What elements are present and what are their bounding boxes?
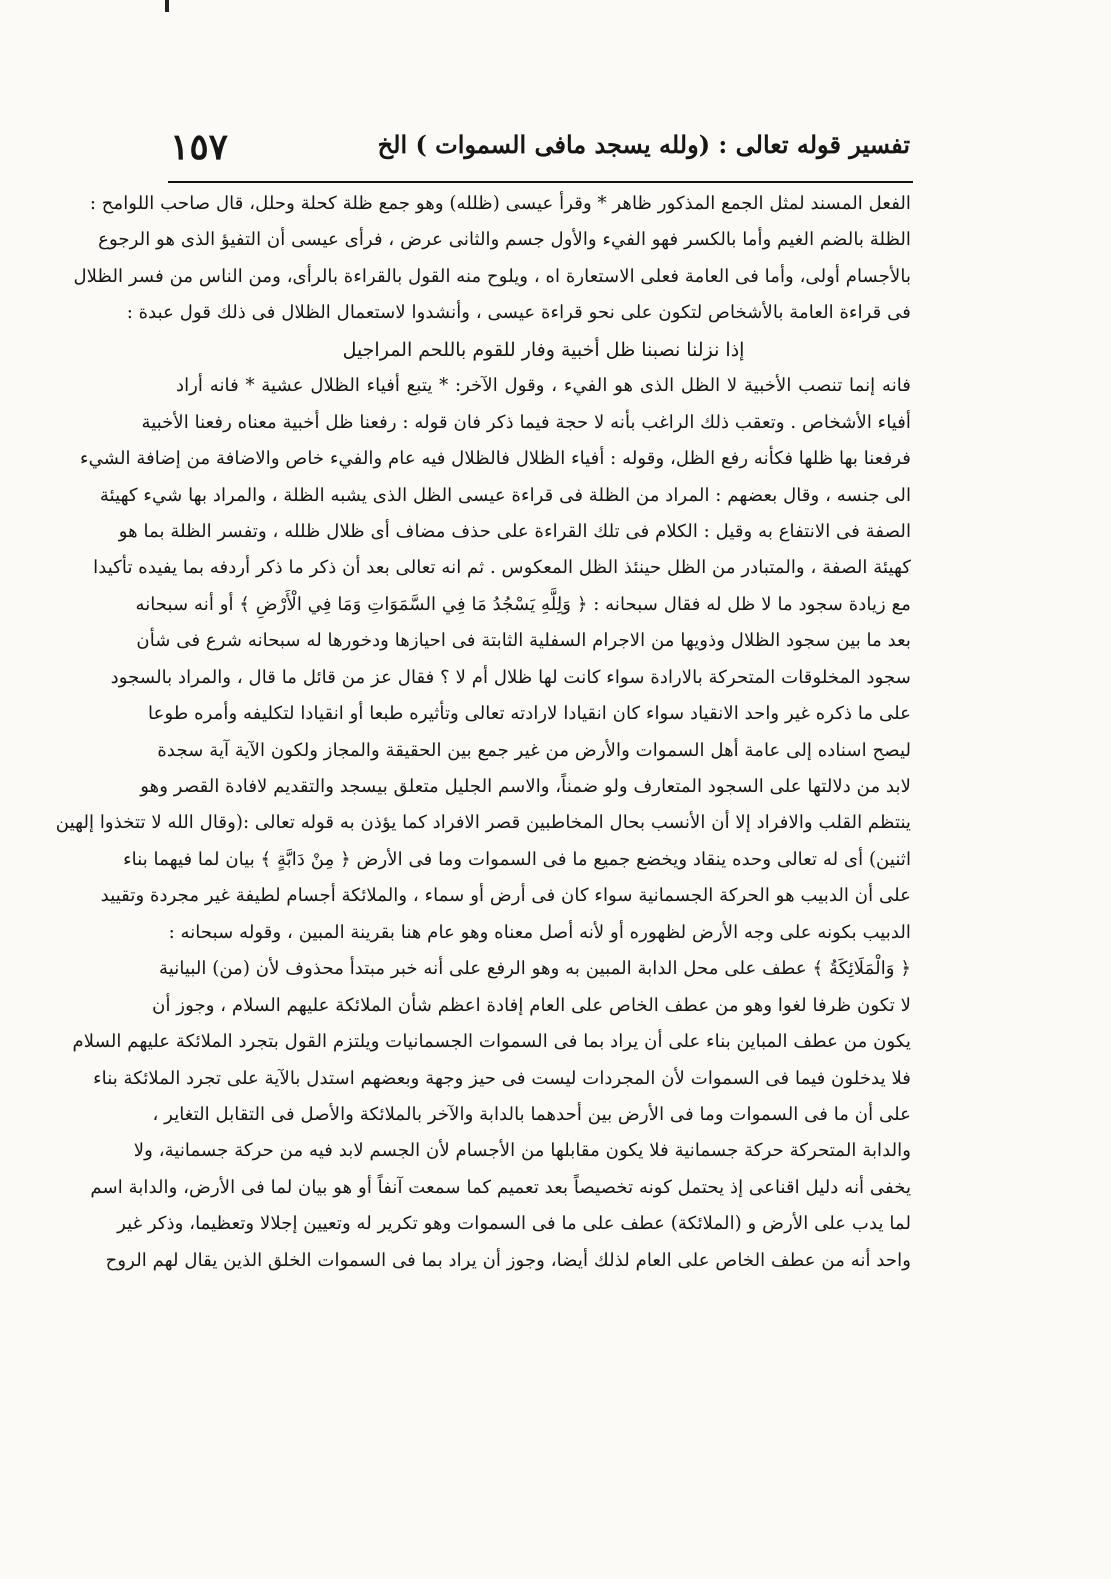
text-line: لا تكون ظرفا لغوا وهو من عطف الخاص على العام إفادة اعظم شأن الملائكة عليهم السلام ، وجوز أن xyxy=(152,994,911,1016)
text-line: والدابة المتحركة حركة جسمانية فلا يكون مقابلها من الأجسام لأن الجسم لابد فيه من حركة جسمانية، ولا xyxy=(133,1140,911,1162)
text-line: على أن الدبيب هو الحركة الجسمانية سواء كان فى أرض أو سماء ، والملائكة أجسام لطيفة غير مجردة وتقييد xyxy=(100,885,911,907)
text-line: كهيئة الصفة ، والمتبادر من الظل حينئذ الظل المعكوس . ثم انه تعالى بعد أن ذكر ما ذكر أردفه بما يفيده تأكيدا xyxy=(93,557,911,579)
text-line: يخفى أنه دليل اقناعى إذ يحتمل كونه تخصيصاً بعد تعميم كما سمعت آنفاً أو هو بيان لما فى الأرض، والدابة اسم xyxy=(90,1176,911,1198)
text-line: مع زيادة سجود ما لا ظل له فقال سبحانه : ﴿ وَلِلَّهِ يَسْجُدُ مَا فِي السَّمَوَاتِ وَمَا فِي الْأَرْضِ ﴾ أو أنه سبحانه xyxy=(135,593,911,615)
text-line: بعد ما بين سجود الظلال وذويها من الاجرام السفلية الثابتة فى احيازها ودخورها له سبحانه شرع فى شأن xyxy=(136,630,911,652)
text-line: بالأجسام أولى، وأما فى العامة فعلى الاستعارة اه ، ويلوح منه القول بالقراءة بالرأى، ومن الناس من فسر الظلال xyxy=(73,265,911,287)
page-number: ١٥٧ xyxy=(170,126,229,168)
text-line: الدبيب بكونه على وجه الأرض لظهوره أو لأنه أصل معناه وهو عام هنا بقرينة المبين ، وقوله سبحانه : xyxy=(168,921,911,943)
scan-mark xyxy=(165,0,169,12)
running-title: تفسير قوله تعالى : (ولله يسجد مافى السموات ) الخ xyxy=(377,130,910,159)
text-line: فانه إنما تنصب الأخبية لا الظل الذى هو الفيء ، وقول الآخر: * يتبع أفياء الظلال عشية * فانه أراد xyxy=(176,375,911,397)
text-line: فلا يدخلون فيما فى السموات لأن المجردات ليست فى حيز وجهة وبعضهم استدل بالآية على تجرد الملائكة بناء xyxy=(93,1067,911,1089)
text-line: الى جنسه ، وقال بعضهم : المراد من الظلة فى قراءة عيسى الظل الذى يشبه الظلة ، والمراد بها شيء كهيئة xyxy=(99,484,911,506)
header-rule xyxy=(168,181,913,183)
text-line: واحد أنه من عطف الخاص على العام لذلك أيضا، وجوز أن يراد بما فى السموات الخلق الذين يقال لهم الروح xyxy=(105,1249,911,1271)
text-line: الفعل المسند لمثل الجمع المذكور ظاهر * وقرأ عيسى (ظلله) وهو جمع ظلة كحلة وحلل، قال صاحب اللوامح : xyxy=(89,193,911,214)
text-line: سجود المخلوقات المتحركة بالارادة سواء كانت لها ظلال أم لا ؟ فقال عز من قائل ما قال ، والمراد بالسجود xyxy=(110,666,911,688)
text-line: على أن ما فى السموات وما فى الأرض بين أحدهما بالدابة والآخر بالملائكة والأصل فى التقابل التغاير ، xyxy=(152,1103,911,1125)
text-line: لابد من دلالتها على السجود المتعارف ولو ضمناً، والاسم الجليل متعلق بيسجد والتقديم لافادة القصر وهو xyxy=(140,776,911,797)
text-line: يكون من عطف المباين بناء على أن يراد بما فى السموات الجسمانيات ويلتزم القول بتجرد الملائكة عليهم السلام xyxy=(72,1031,911,1053)
text-line: فرفعنا بها ظلها فكأنه رفع الظل، وقوله : أفياء الظلال فالظلال فيه عام والفيء خاص والاضافة من إضافة الشيء xyxy=(80,448,911,470)
text-line: ينتظم القلب والافراد إلا أن الأنسب بحال المخاطبين قصر الافراد كما يؤذن به قوله تعالى :(وقال الله لا تتخذوا إلهين xyxy=(55,812,911,834)
text-line: أفياء الأشخاص . وتعقب ذلك الراغب بأنه لا حجة فيما ذكر فان قوله : رفعنا ظل أخبية معناه رفعنا الأخبية xyxy=(141,411,911,433)
text-line: لما يدب على الأرض و (الملائكة) عطف على ما فى السموات وهو تكرير له وتعيين إجلالا وتعظيما، وذكر غير xyxy=(117,1213,911,1235)
text-line: ليصح اسناده إلى عامة أهل السموات والأرض من غير جمع بين الحقيقة والمجاز ولكون الآية آية سجدة xyxy=(157,739,911,761)
text-line: ﴿ وَالْمَلَائِكَةُ ﴾ عطف على محل الدابة المبين به وهو الرفع على أنه خبر مبتدأ محذوف لأن (من) البيانية xyxy=(159,958,911,980)
text-line: على ما ذكره غير واحد الانقياد سواء كان انقيادا لارادته تعالى وتأثيره طبعا أو انقيادا لتكليفه وأمره طوعا xyxy=(148,703,911,725)
poetry-verse: إذا نزلنا نصبنا ظل أخبية وفار للقوم باللحم المراجيل xyxy=(342,338,745,361)
text-line: اثنين) أى له تعالى وحده ينقاد ويخضع جميع ما فى السموات وما فى الأرض ﴿ مِنْ دَابَّةٍ ﴾ بيان لما فيهما بناء xyxy=(123,848,911,870)
text-body xyxy=(55,186,911,1279)
page-header xyxy=(170,126,910,182)
text-line: الصفة فى الانتفاع به وقيل : الكلام فى تلك القراءة على حذف مضاف أى ظلال ظلله ، وتفسر الظلة بما هو xyxy=(118,520,911,542)
text-line: الظلة بالضم الغيم وأما بالكسر فهو الفيء والأول جسم والثانى عرض ، فرأى عيسى أن التفيؤ الذى هو الرجوع xyxy=(98,229,911,251)
text-line: فى قراءة العامة بالأشخاص لتكون على نحو قراءة عيسى ، وأنشدوا لاستعمال الظلال فى ذلك قول عبدة : xyxy=(126,302,911,324)
